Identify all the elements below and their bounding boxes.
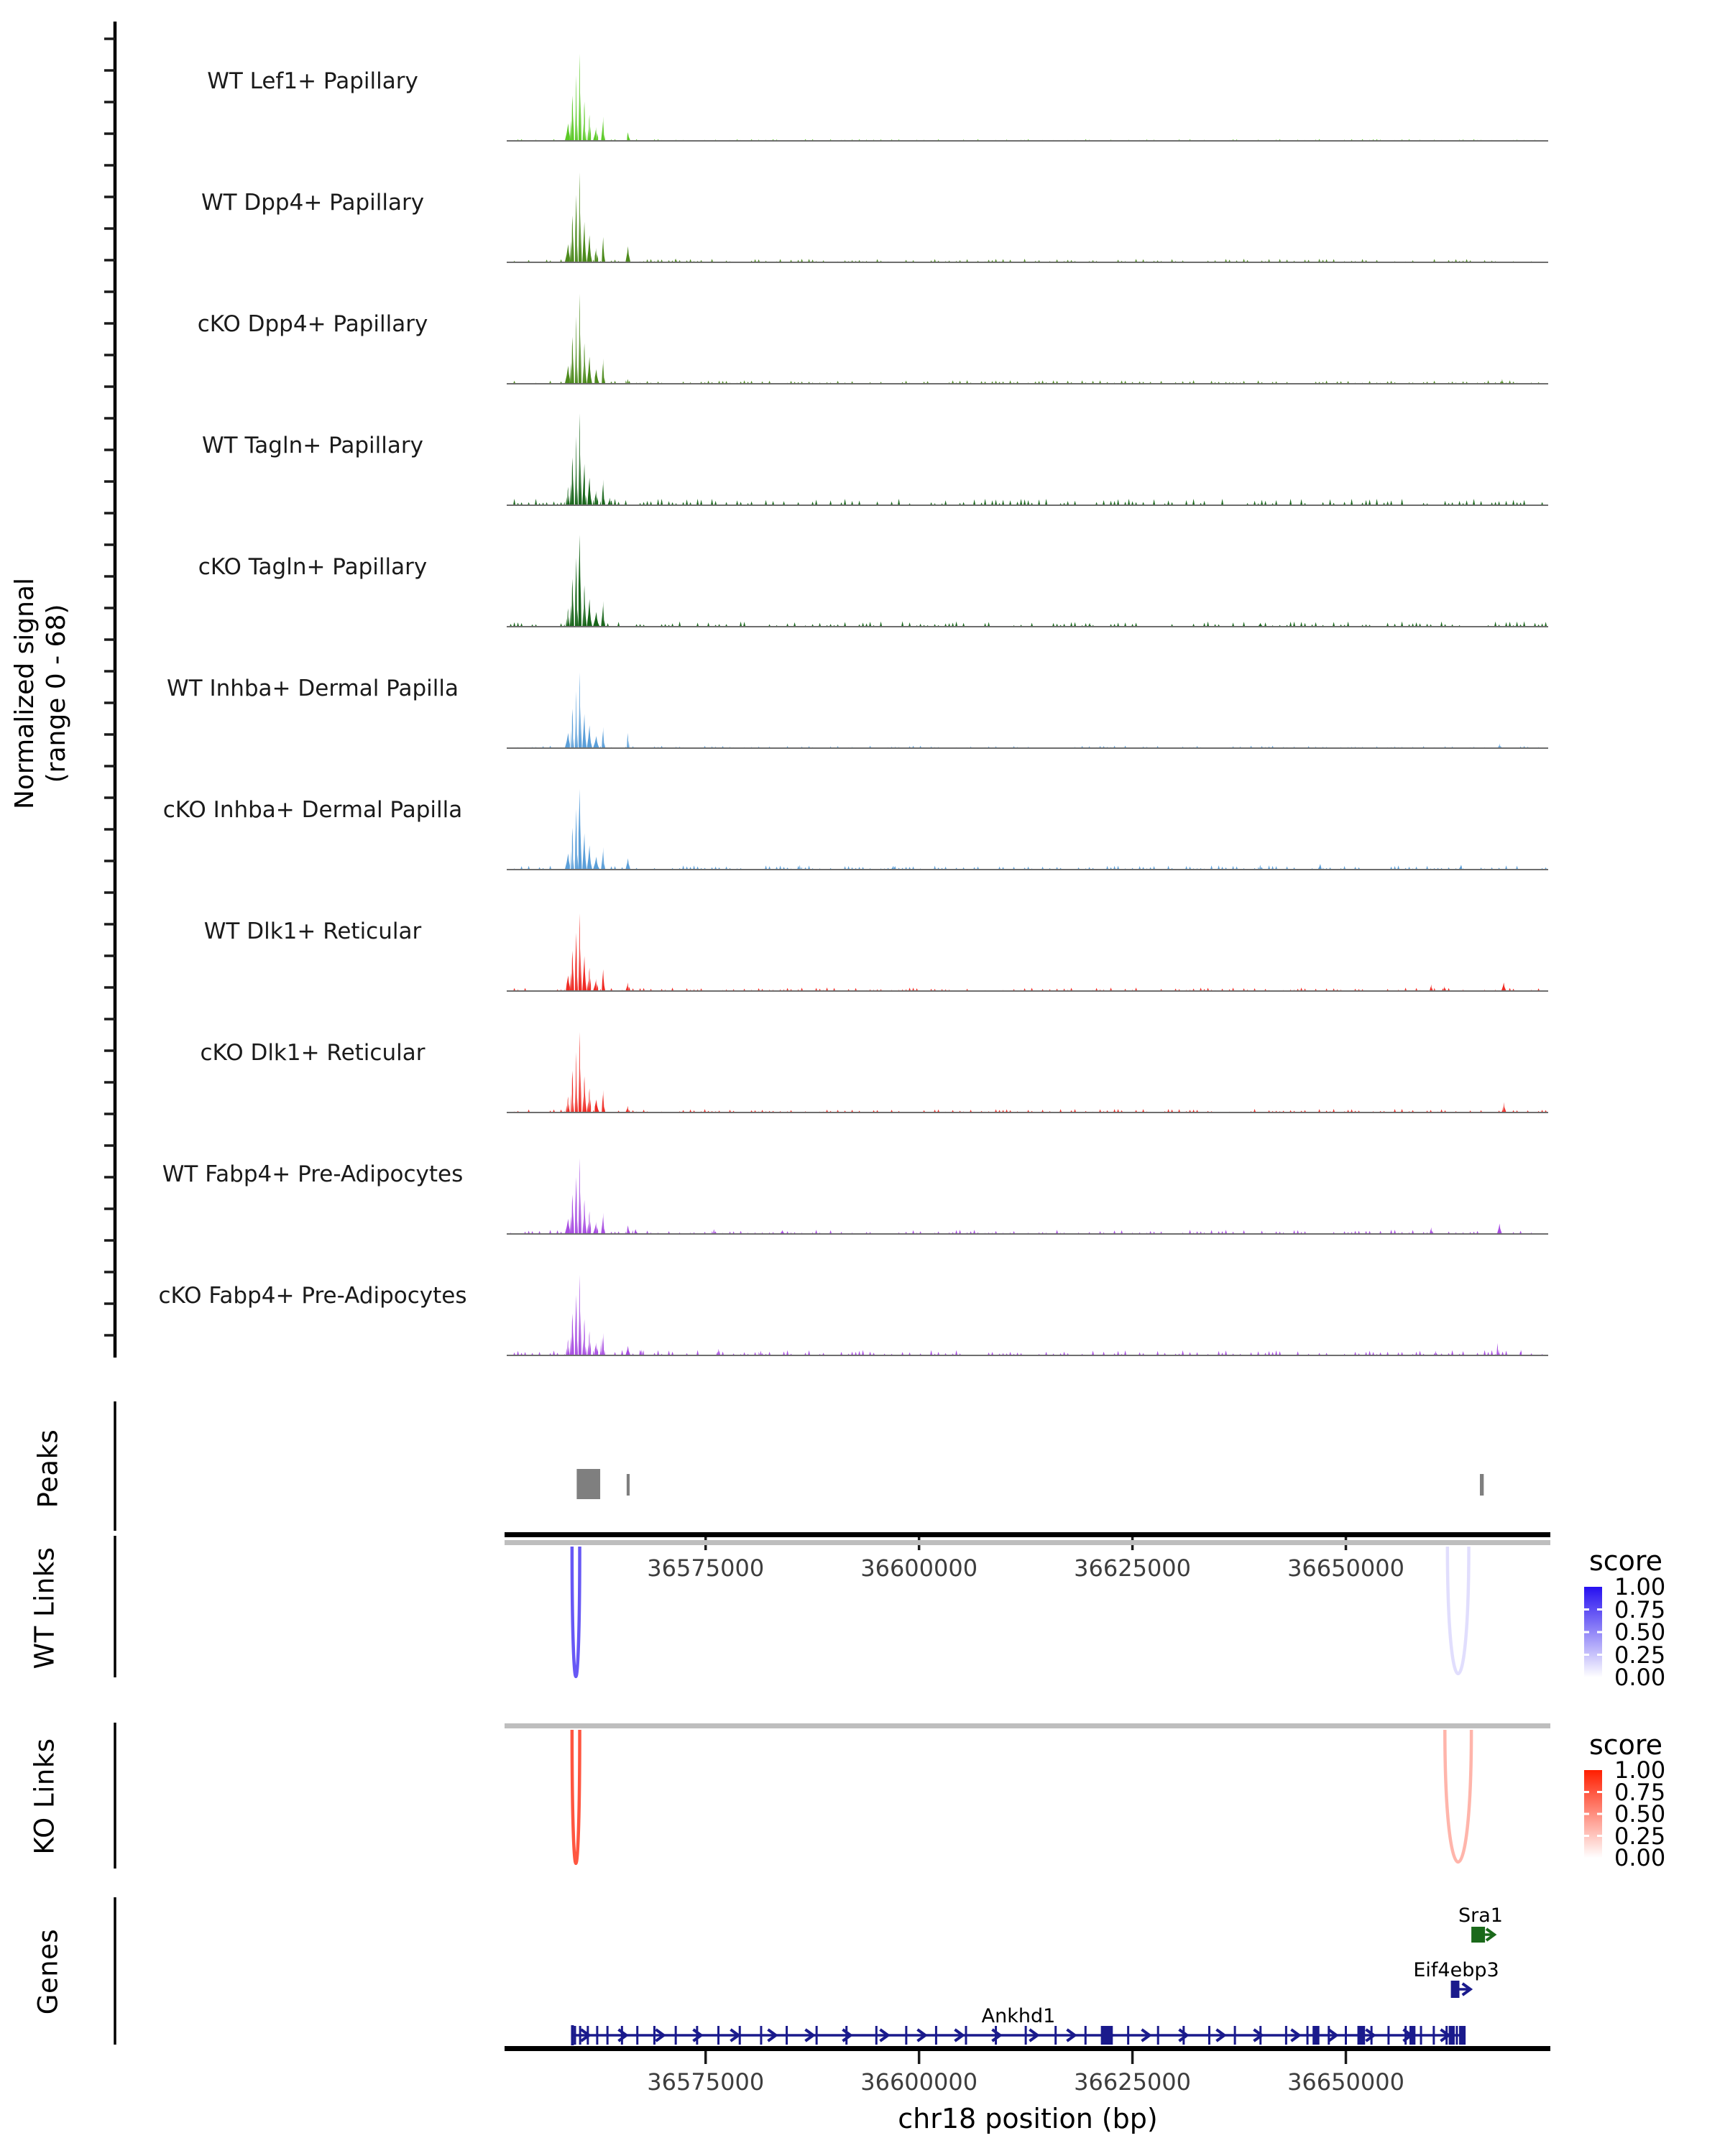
wt-links-legend-label-4: 0.00 bbox=[1614, 1664, 1666, 1691]
gene-wide-exon-ankhd1 bbox=[1358, 2026, 1366, 2045]
gene-body-sra1 bbox=[1471, 1927, 1485, 1943]
signal-area-5 bbox=[507, 672, 1548, 748]
genes-track bbox=[572, 1927, 1494, 2045]
bottom-axis-tick-label-2: 36625000 bbox=[1074, 2068, 1192, 2096]
ko-links-legend-label-1: 0.75 bbox=[1614, 1778, 1666, 1806]
section-label-ko-links: KO Links bbox=[29, 1738, 60, 1855]
signal-area-10 bbox=[507, 1275, 1548, 1355]
peak-interval-1 bbox=[627, 1474, 630, 1496]
signal-area-4 bbox=[507, 535, 1548, 627]
wt-links-legend-label-0: 1.00 bbox=[1614, 1573, 1666, 1600]
signal-axis-label-line1: Normalized signal bbox=[10, 577, 40, 810]
signal-area-8 bbox=[507, 1032, 1548, 1112]
gene-wide-exon-ankhd1 bbox=[1312, 2026, 1320, 2045]
peaks-axis-tick-label-2: 36625000 bbox=[1074, 1554, 1192, 1582]
section-label-peaks: Peaks bbox=[32, 1429, 64, 1508]
ko-links-legend-label-4: 0.00 bbox=[1614, 1844, 1666, 1871]
signal-area-6 bbox=[507, 789, 1548, 870]
track-label-0: WT Lef1+ Papillary bbox=[207, 68, 418, 94]
track-label-7: WT Dlk1+ Reticular bbox=[203, 918, 422, 944]
peaks-axis-tick-label-1: 36600000 bbox=[860, 1554, 978, 1582]
signal-area-9 bbox=[507, 1158, 1548, 1234]
signal-area-3 bbox=[507, 413, 1548, 505]
ko-links-loop-1 bbox=[1445, 1730, 1471, 1862]
track-label-4: cKO Tagln+ Papillary bbox=[198, 554, 428, 580]
ko-links-loop-0 bbox=[572, 1730, 580, 1864]
gene-wide-exon-ankhd1 bbox=[1459, 2026, 1465, 2045]
track-label-5: WT Inhba+ Dermal Papilla bbox=[167, 676, 459, 701]
signal-area-0 bbox=[507, 54, 1548, 141]
ko-links-legend-label-0: 1.00 bbox=[1614, 1756, 1666, 1784]
signal-tracks bbox=[507, 54, 1548, 1355]
ko-links-legend-label-2: 0.50 bbox=[1614, 1800, 1666, 1828]
signal-area-1 bbox=[507, 172, 1548, 262]
track-label-6: cKO Inhba+ Dermal Papilla bbox=[162, 797, 463, 823]
gene-label-eif4ebp3: Eif4ebp3 bbox=[1413, 1959, 1499, 1981]
section-label-wt-links: WT Links bbox=[29, 1547, 60, 1669]
signal-axis-label-line2: (range 0 - 68) bbox=[42, 604, 71, 783]
peak-interval-0 bbox=[576, 1469, 600, 1499]
bottom-axis-line bbox=[505, 2046, 1550, 2051]
gene-label-ankhd1: Ankhd1 bbox=[981, 2005, 1056, 2027]
signal-area-7 bbox=[507, 913, 1548, 991]
track-label-10: cKO Fabp4+ Pre-Adipocytes bbox=[158, 1283, 467, 1309]
wt-links-legend-label-3: 0.25 bbox=[1614, 1641, 1666, 1669]
bottom-axis-tick-label-3: 36650000 bbox=[1287, 2068, 1404, 2096]
track-label-9: WT Fabp4+ Pre-Adipocytes bbox=[162, 1161, 464, 1187]
ko-links-legend-title: score bbox=[1588, 1729, 1663, 1761]
peaks-axis-tick-label-0: 36575000 bbox=[647, 1554, 765, 1582]
peaks-axis-line bbox=[505, 1532, 1550, 1537]
wt-links-baseline-bar bbox=[505, 1540, 1550, 1545]
section-label-genes: Genes bbox=[32, 1928, 64, 2015]
bottom-axis-tick-label-0: 36575000 bbox=[647, 2068, 765, 2096]
bottom-axis-tick-label-1: 36600000 bbox=[860, 2068, 978, 2096]
wt-links-loop-0 bbox=[572, 1547, 580, 1677]
track-label-3: WT Tagln+ Papillary bbox=[202, 433, 423, 459]
track-label-8: cKO Dlk1+ Reticular bbox=[200, 1040, 426, 1066]
track-label-2: cKO Dpp4+ Papillary bbox=[197, 311, 428, 337]
peaks-axis-tick-label-3: 36650000 bbox=[1287, 1554, 1404, 1582]
signal-axis-label bbox=[9, 442, 73, 945]
signal-area-2 bbox=[507, 294, 1548, 384]
wt-links-loop-1 bbox=[1448, 1547, 1469, 1674]
peak-interval-2 bbox=[1480, 1474, 1484, 1496]
wt-links-legend-label-2: 0.50 bbox=[1614, 1618, 1666, 1646]
track-label-1: WT Dpp4+ Papillary bbox=[201, 190, 425, 216]
ko-links-legend-label-3: 0.25 bbox=[1614, 1822, 1666, 1850]
wt-links-legend-title: score bbox=[1588, 1545, 1663, 1577]
gene-label-sra1: Sra1 bbox=[1458, 1904, 1503, 1927]
xaxis-title: chr18 position (bp) bbox=[898, 2103, 1158, 2134]
gene-body-eif4ebp3 bbox=[1451, 1981, 1460, 1998]
wt-links-legend-label-1: 0.75 bbox=[1614, 1595, 1666, 1623]
ko-links-baseline-bar bbox=[505, 1723, 1550, 1728]
